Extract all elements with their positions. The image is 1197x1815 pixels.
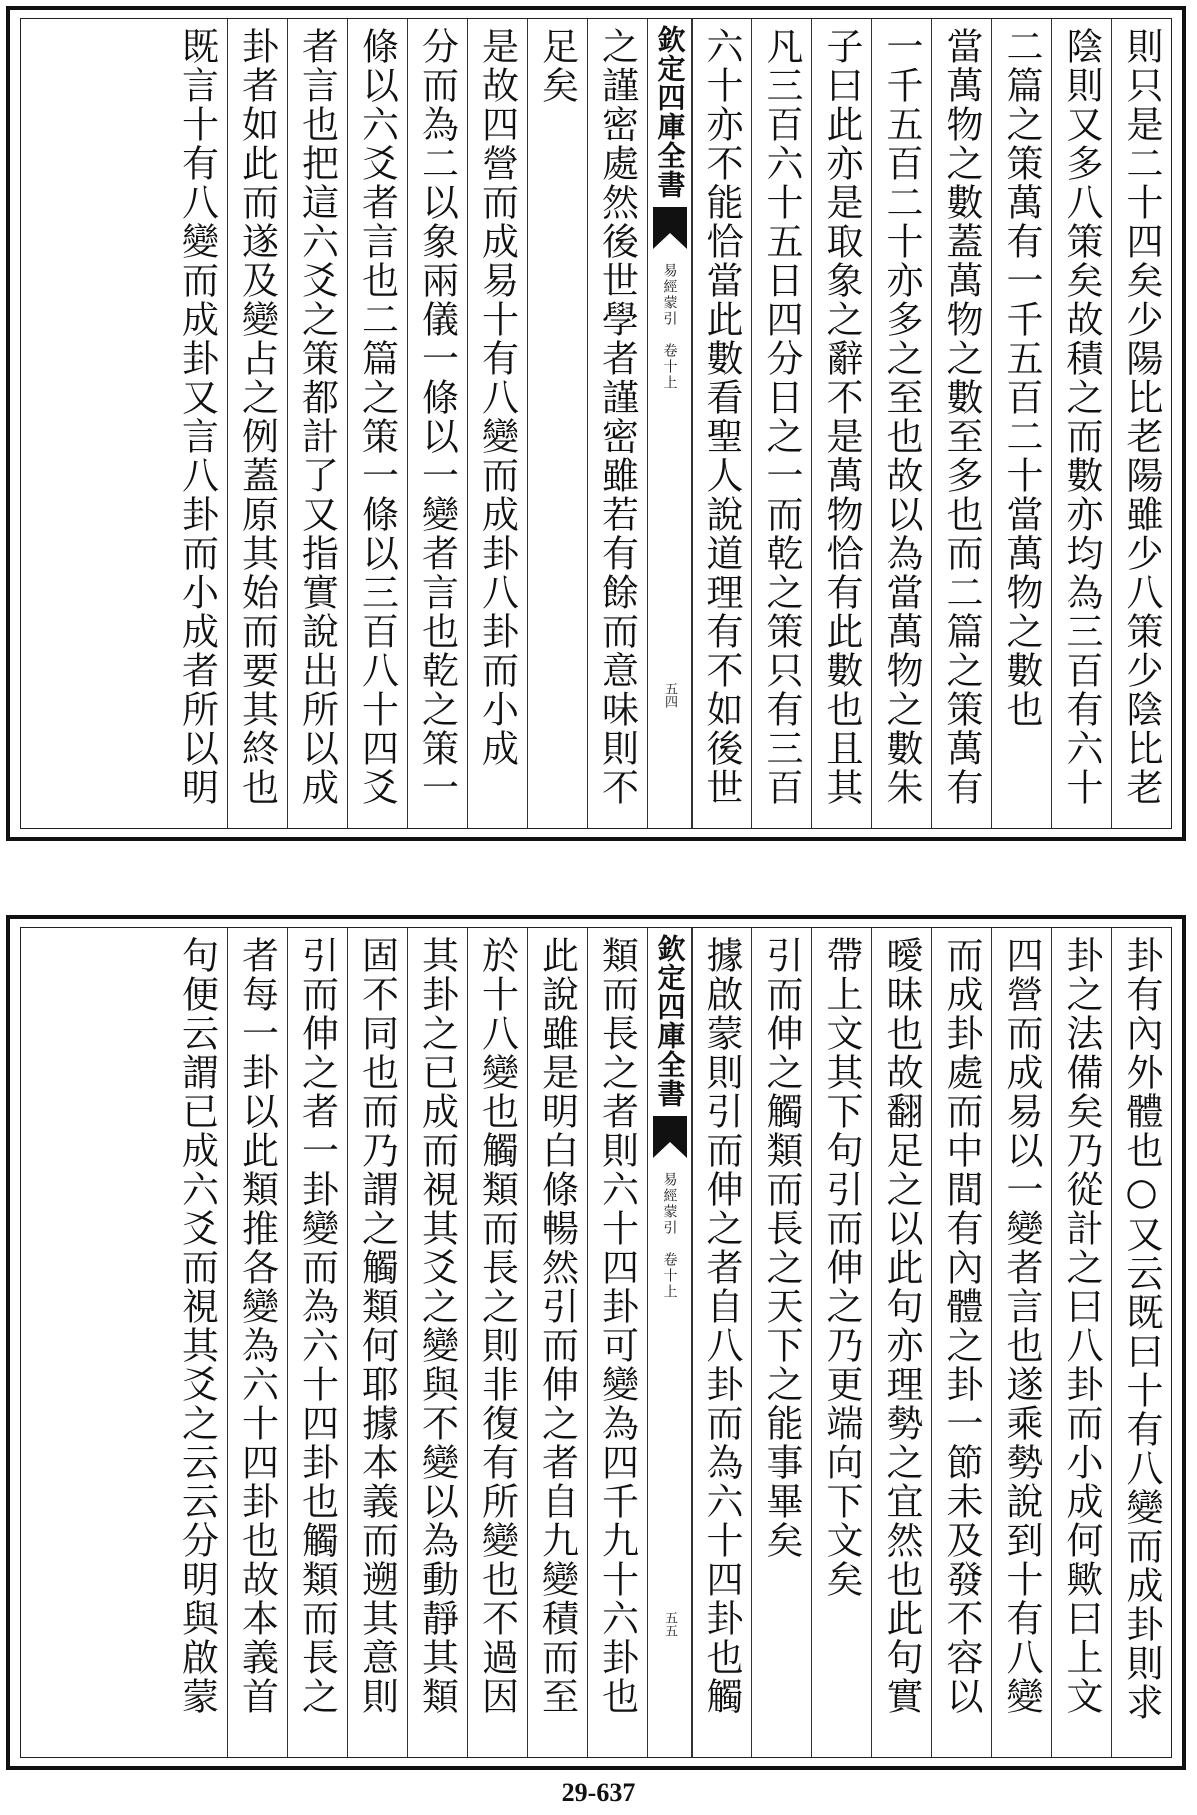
text-column: 四營而成易以一變者言也遂乘勢說到十有八變 xyxy=(991,928,1051,1757)
top-page-gutter xyxy=(647,19,693,828)
gutter-title: 欽定四庫全書 xyxy=(653,25,687,199)
folio-number: 五四 xyxy=(662,682,677,708)
text-column: 者每一卦以此類推各變為六十四卦也故本義首 xyxy=(227,928,287,1757)
text-column: 曖昧也故翻足之以此句亦理勢之宜然也此句實 xyxy=(871,928,931,1757)
text-column: 卦之法備矣乃從計之曰八卦而小成何歟曰上文 xyxy=(1051,928,1111,1757)
text-column: 卦有內外體也○又云既曰十有八變而成卦則求 xyxy=(1111,928,1171,1757)
folio-number: 五五 xyxy=(662,1611,677,1637)
text-column: 於十八變也觸類而長之則非復有所變也不過因 xyxy=(467,928,527,1757)
gutter-book-title: 易經蒙引 卷十上 xyxy=(661,1172,678,1300)
text-column: 句便云謂已成六爻而視其爻之云云分明與啟蒙 xyxy=(175,936,219,1716)
top-page-columns xyxy=(20,18,1172,829)
text-column: 而成卦處而中間有內體之卦一節未及發不容以 xyxy=(931,928,991,1757)
text-column: 是故四營而成易十有八變而成卦八卦而小成 xyxy=(467,19,527,828)
text-column: 此說雖是明白條暢然引而伸之者自九變積而至 xyxy=(527,928,587,1757)
top-page xyxy=(6,6,1186,841)
text-column: 之謹密處然後世學者謹密雖若有餘而意味則不 xyxy=(587,19,647,828)
text-column: 則只是二十四矣少陽比老陽雖少八策少陰比老 xyxy=(1111,19,1171,828)
text-column: 凡三百六十五日四分日之一而乾之策只有三百 xyxy=(751,19,811,828)
text-column: 分而為二以象兩儀一條以一變者言也乾之策一 xyxy=(407,19,467,828)
text-column: 據啟蒙則引而伸之者自八卦而為六十四卦也觸 xyxy=(691,928,751,1757)
text-column: 者言也把這六爻之策都計了又指實說出所以成 xyxy=(287,19,347,828)
text-column: 固不同也而乃謂之觸類何耶據本義而遡其意則 xyxy=(347,928,407,1757)
text-column: 類而長之者則六十四卦可變為四千九十六卦也 xyxy=(587,928,647,1757)
gutter-title: 欽定四庫全書 xyxy=(653,934,687,1108)
text-column: 六十亦不能恰當此數看聖人說道理有不如後世 xyxy=(691,19,751,828)
text-column: 條以六爻者言也二篇之策一條以三百八十四爻 xyxy=(347,19,407,828)
bottom-page-columns xyxy=(20,927,1172,1758)
text-column: 卦者如此而遂及變占之例蓋原其始而要其終也 xyxy=(227,19,287,828)
text-column: 引而伸之觸類而長之天下之能事畢矣 xyxy=(751,928,811,1757)
text-column: 子曰此亦是取象之辭不是萬物恰有此數也且其 xyxy=(811,19,871,828)
text-column: 陰則又多八策矣故積之而數亦均為三百有六十 xyxy=(1051,19,1111,828)
page-number: 29-637 xyxy=(561,1778,636,1807)
text-column: 二篇之策萬有一千五百二十當萬物之數也 xyxy=(991,19,1051,828)
text-column: 既言十有八變而成卦又言八卦而小成者所以明 xyxy=(175,27,219,807)
text-column: 其卦之已成而視其爻之變與不變以為動靜其類 xyxy=(407,928,467,1757)
text-column: 帶上文其下句引而伸之乃更端向下文矣 xyxy=(811,928,871,1757)
text-column: 足矣 xyxy=(527,19,587,828)
text-column: 一千五百二十亦多之至也故以為當萬物之數朱 xyxy=(871,19,931,828)
text-column: 當萬物之數蓋萬物之數至多也而二篇之策萬有 xyxy=(931,19,991,828)
fish-tail-mark-icon xyxy=(653,1116,687,1158)
bottom-page-gutter xyxy=(647,928,693,1757)
text-column: 引而伸之者一卦變而為六十四卦也觸類而長之 xyxy=(287,928,347,1757)
gutter-book-title: 易經蒙引 卷十上 xyxy=(661,263,678,391)
fish-tail-mark-icon xyxy=(653,207,687,249)
bottom-page xyxy=(6,915,1186,1770)
